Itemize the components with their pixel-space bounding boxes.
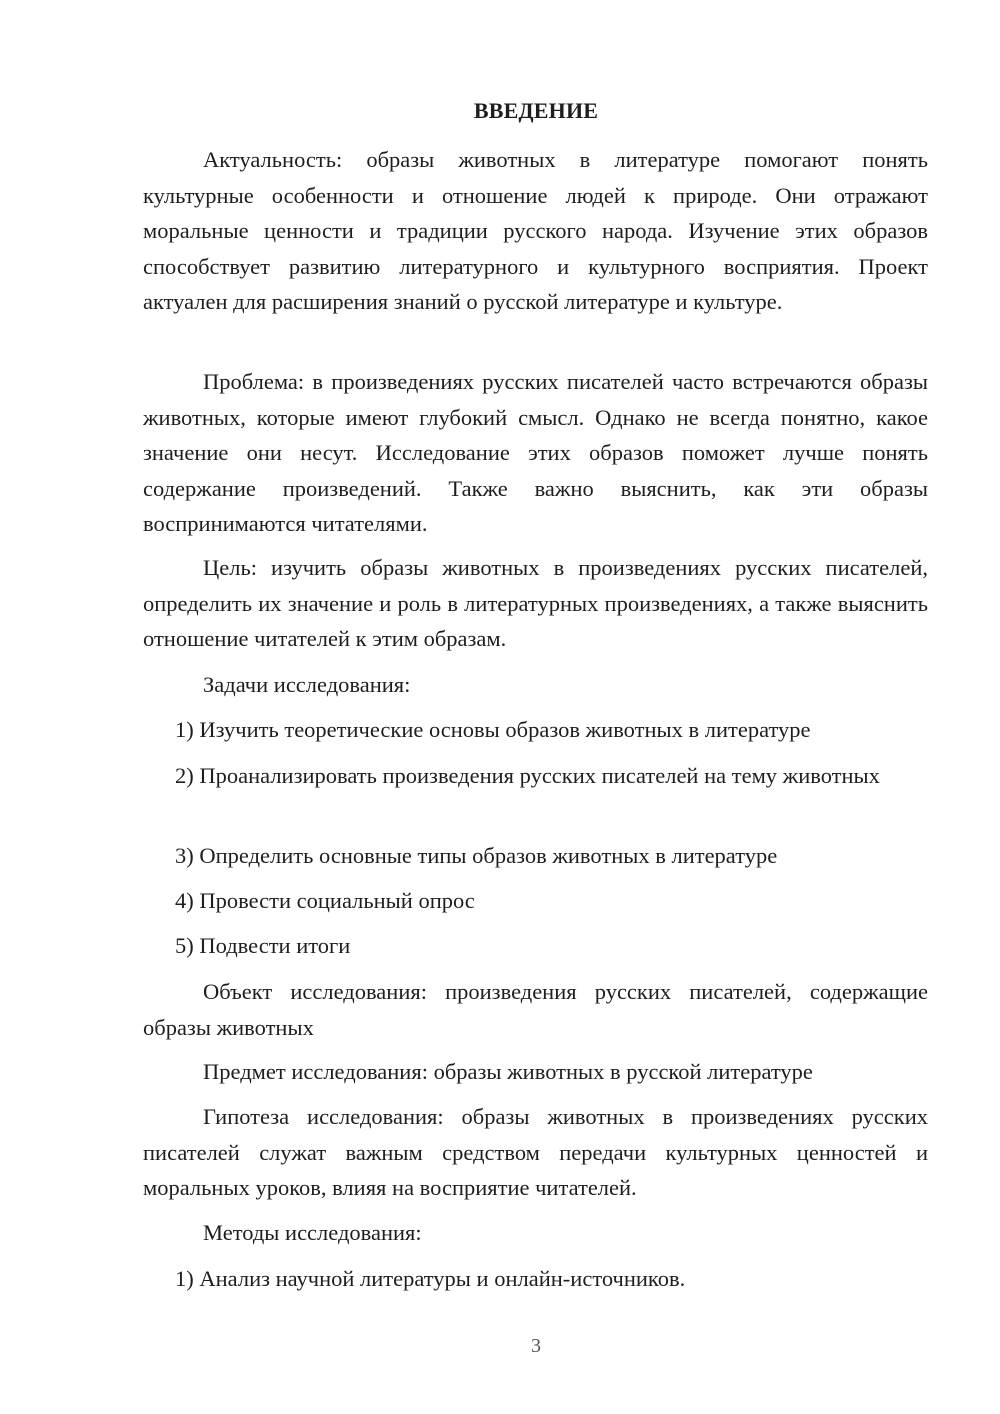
paragraph-methods-heading: Методы исследования: [203,1220,422,1245]
paragraph-subject: Предмет исследования: образы животных в русской литературе [203,1059,813,1084]
page-title: ВВЕДЕНИЕ [473,98,599,123]
paragraph-relevance: Актуальность: образы животных в литературе помогают понять культурные особенности и отношение людей к природе. Они отражают моральные ценности и традиции русского народа. Изучение этих образов способствует развитию литературного и культурного восприятия. Проект актуален для расширения знаний о русской литературе и культуре. [143,147,928,314]
list-item: 1) Изучить теоретические основы образов животных в литературе [175,717,811,742]
paragraph-object: Объект исследования: произведения русских писателей, содержащие образы животных [143,979,928,1040]
paragraph-tasks-heading: Задачи исследования: [203,672,411,697]
paragraph-problem: Проблема: в произведениях русских писателей часто встречаются образы животных, которые имеют глубокий смысл. Однако не всегда понятно, какое значение они несут. Исследование этих образов поможет лучше понять содержание произведений. Также важно выяснить, как эти образы воспринимаются читателями. [143,369,928,536]
page-number: 3 [531,1335,541,1357]
list-item: 1) Анализ научной литературы и онлайн-источников. [175,1266,686,1291]
paragraph-goal: Цель: изучить образы животных в произведениях русских писателей, определить их значение и роль в литературных произведениях, а также выяснить отношение читателей к этим образам. [143,555,928,651]
list-item: 2) Проанализировать произведения русских писателей на тему животных [175,763,880,788]
list-item: 3) Определить основные типы образов животных в литературе [175,843,778,868]
paragraph-hypothesis: Гипотеза исследования: образы животных в произведениях русских писателей служат важным средством передачи культурных ценностей и моральных уроков, влияя на восприятие читателей. [143,1104,928,1200]
list-item: 5) Подвести итоги [175,933,351,958]
list-item: 4) Провести социальный опрос [175,888,475,913]
